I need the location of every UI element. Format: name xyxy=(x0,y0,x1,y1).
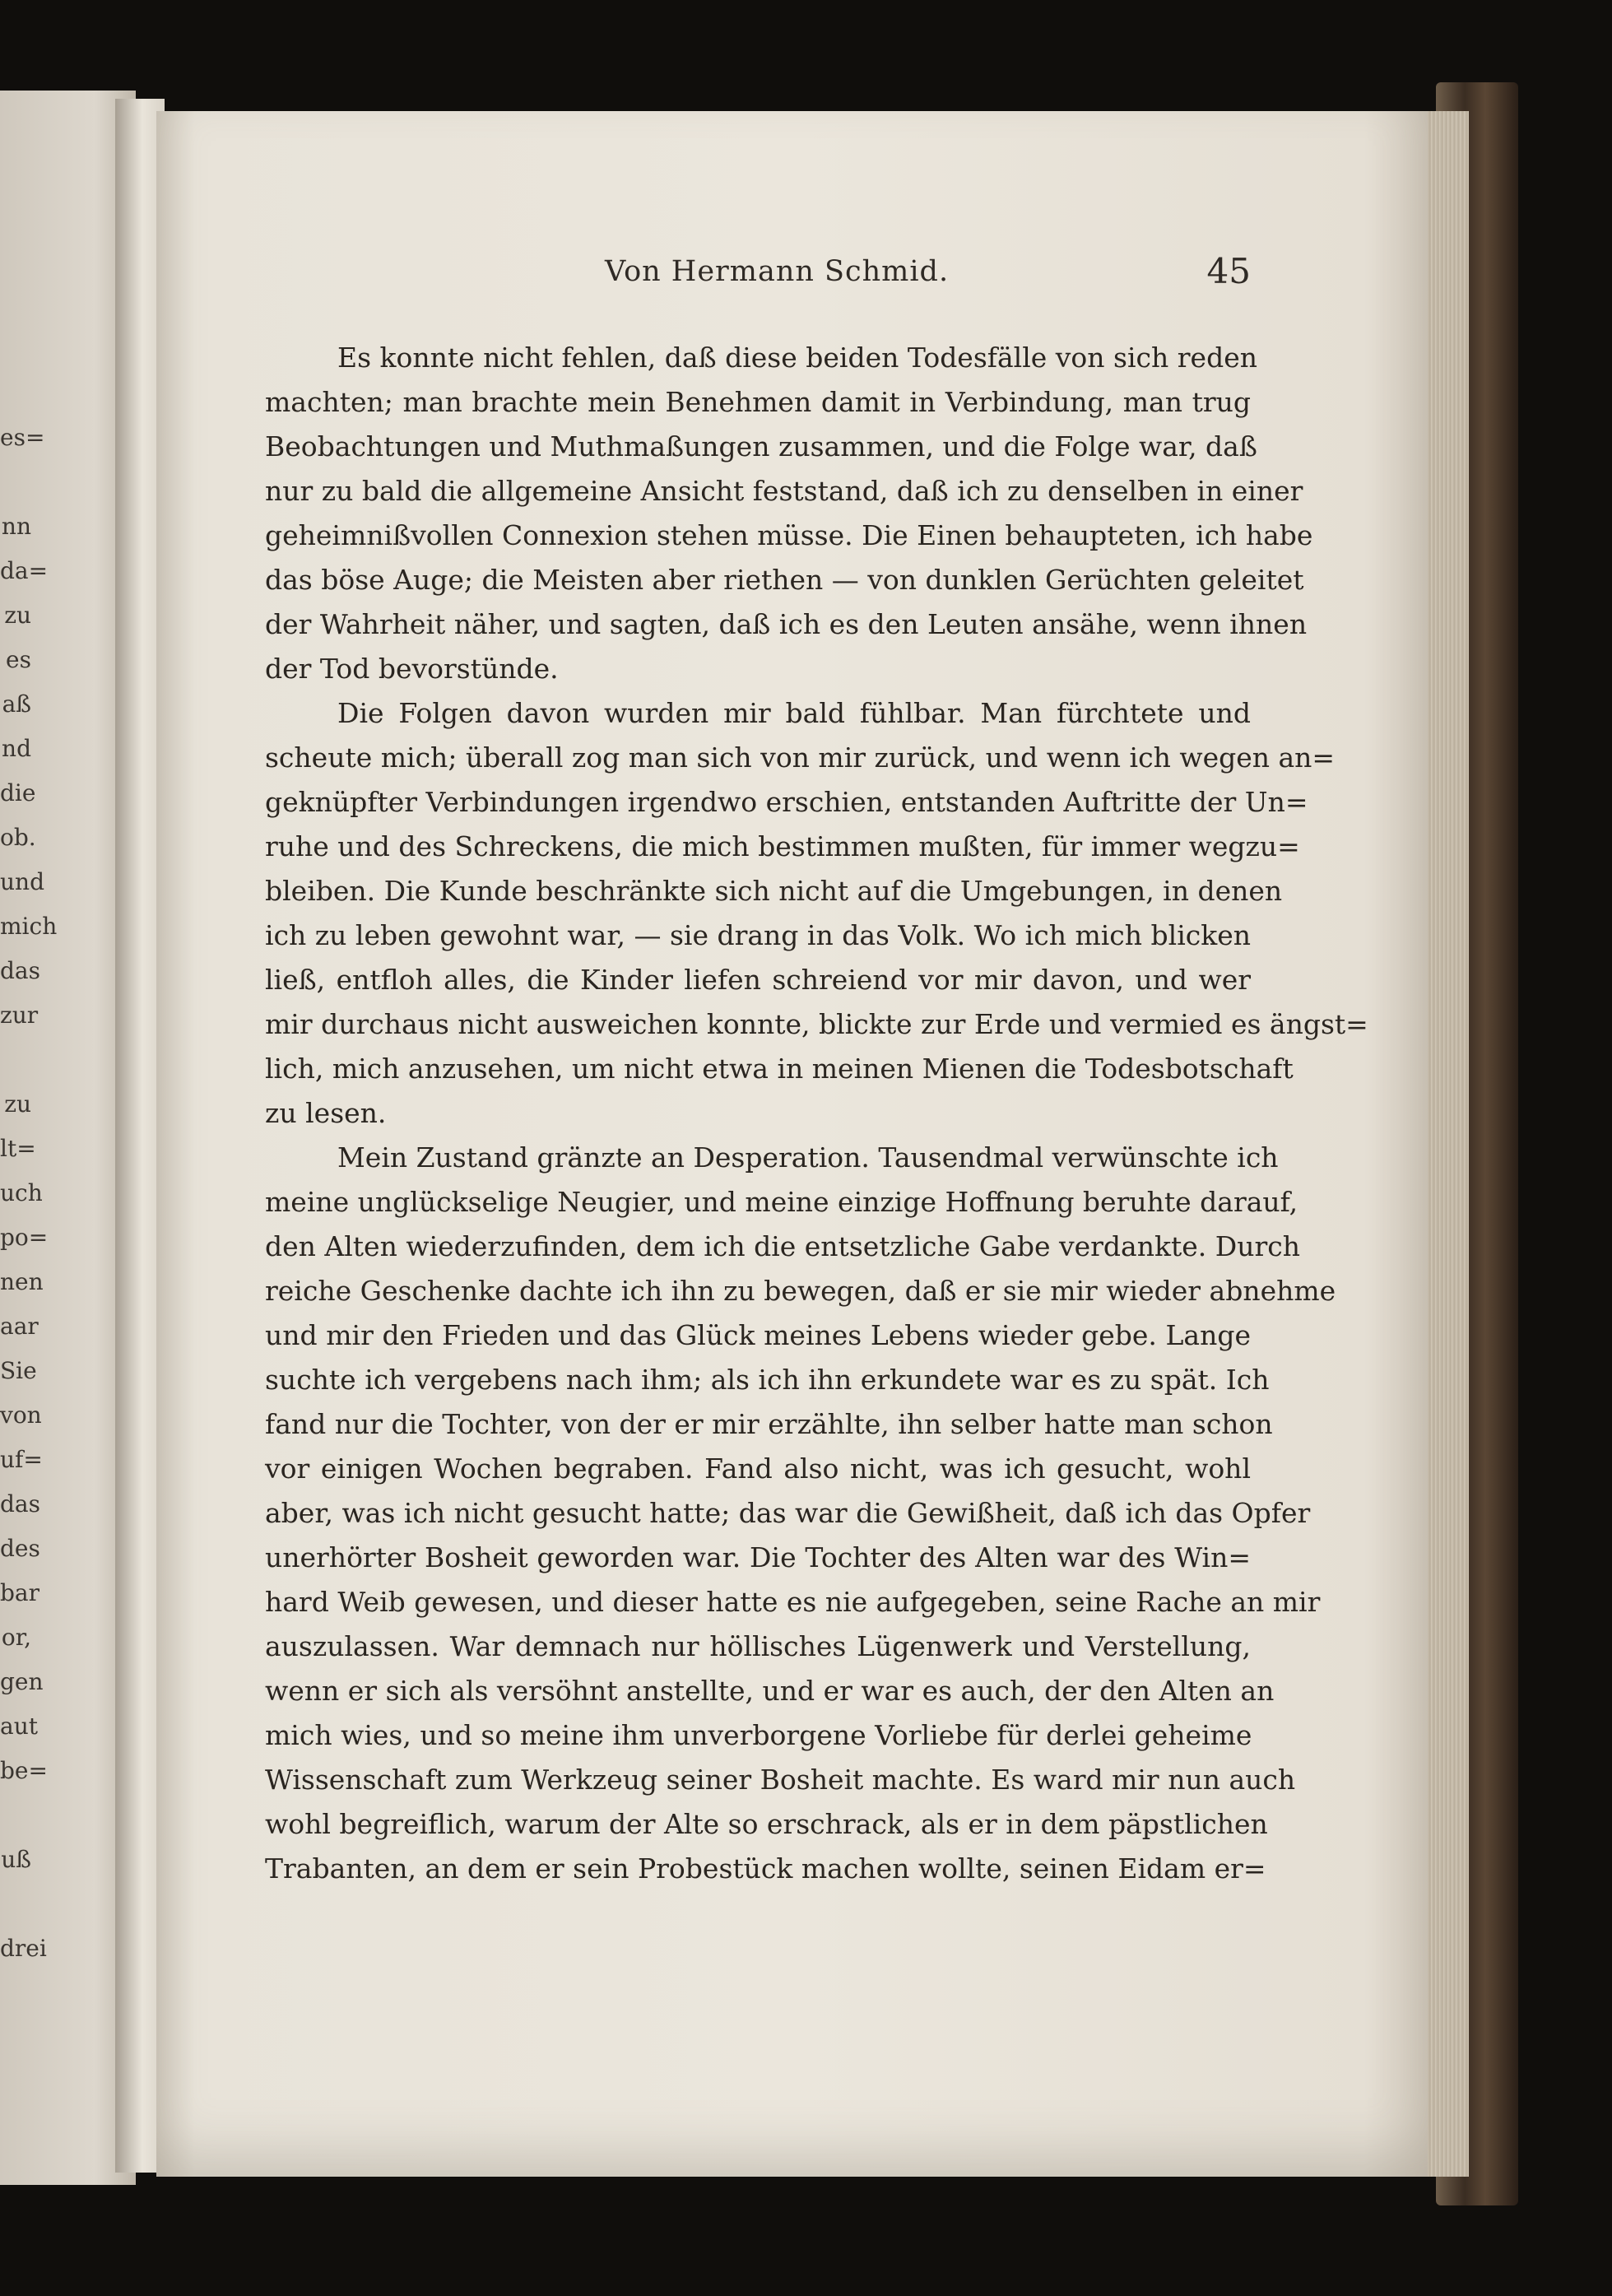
text-line: Es konnte nicht fehlen, daß diese beiden Todesfälle von sich reden xyxy=(337,342,1257,374)
text-line: Die Folgen davon wurden mir bald fühlbar. Man fürchtete und xyxy=(337,697,1251,729)
left-page-fragment: es= xyxy=(0,424,45,451)
text-line: unerhörter Bosheit geworden war. Die Tochter des Alten war des Win= xyxy=(265,1541,1251,1573)
left-page-fragment: drei xyxy=(0,1935,47,1962)
body-text xyxy=(265,336,1368,1891)
left-page-text-fragments xyxy=(0,424,58,2029)
left-page-fragment: die xyxy=(0,779,36,806)
text-line: nur zu bald die allgemeine Ansicht feststand, daß ich zu denselben in einer xyxy=(265,475,1303,507)
text-line: ich zu leben gewohnt war, — sie drang in das Volk. Wo ich mich blicken xyxy=(265,919,1252,951)
text-line: Mein Zustand gränzte an Desperation. Tausendmal verwünschte ich xyxy=(337,1141,1279,1174)
left-page-fragment: be= xyxy=(0,1757,48,1784)
text-line: Trabanten, an dem er sein Probestück machen wollte, seinen Eidam er= xyxy=(265,1852,1266,1885)
text-line: bleiben. Die Kunde beschränkte sich nicht auf die Umgebungen, in denen xyxy=(265,875,1283,907)
page-number: 45 xyxy=(1206,251,1251,291)
text-line: das böse Auge; die Meisten aber riethen — von dunklen Gerüchten geleitet xyxy=(265,564,1304,596)
text-line: scheute mich; überall zog man sich von mir zurück, und wenn ich wegen an= xyxy=(265,741,1336,774)
left-page-fragment: uf= xyxy=(0,1446,43,1473)
left-page-fragment: nen xyxy=(0,1268,44,1295)
text-line: meine unglückselige Neugier, und meine einzige Hoffnung beruhte darauf, xyxy=(265,1186,1298,1218)
left-page-fragment: aß xyxy=(2,690,31,718)
left-page-fragment: po= xyxy=(0,1224,49,1251)
left-page-fragment: mich xyxy=(0,913,58,940)
left-page-fragment: und xyxy=(0,868,44,895)
text-line: wohl begreiflich, warum der Alte so erschrack, als er in dem päpstlichen xyxy=(265,1808,1268,1840)
left-page-fragment: bar xyxy=(0,1579,40,1606)
left-page-fragment: des xyxy=(0,1535,40,1562)
text-line: mich wies, und so meine ihm unverborgene Vorliebe für derlei geheime xyxy=(265,1719,1252,1751)
text-line: aber, was ich nicht gesucht hatte; das war die Gewißheit, daß ich das Opfer xyxy=(265,1497,1311,1529)
left-page-fragment: lt= xyxy=(0,1135,36,1162)
text-line: Beobachtungen und Muthmaßungen zusammen, und die Folge war, daß xyxy=(265,430,1257,462)
left-page-fragment: nn xyxy=(1,513,31,540)
left-page-fragment: uß xyxy=(1,1846,31,1873)
left-page-fragment: da= xyxy=(0,557,49,584)
text-line: auszulassen. War demnach nur höllisches Lügenwerk und Verstellung, xyxy=(265,1630,1251,1662)
running-head: Von Hermann Schmid. xyxy=(605,255,950,288)
text-line: mir durchaus nicht ausweichen konnte, blickte zur Erde und vermied es ängst= xyxy=(265,1008,1368,1040)
text-line: Wissenschaft zum Werkzeug seiner Bosheit machte. Es ward mir nun auch xyxy=(265,1764,1296,1796)
left-page-fragment: Sie xyxy=(0,1357,37,1384)
text-line: geknüpfter Verbindungen irgendwo erschien, entstanden Auftritte der Un= xyxy=(265,786,1308,818)
text-line: wenn er sich als versöhnt anstellte, und er war es auch, der den Alten an xyxy=(265,1675,1275,1707)
text-line: hard Weib gewesen, und dieser hatte es nie aufgegeben, seine Rache an mir xyxy=(265,1586,1321,1618)
left-page-fragment: zur xyxy=(0,1002,39,1029)
text-line: machten; man brachte mein Benehmen damit in Verbindung, man trug xyxy=(265,386,1251,418)
left-page-fragment: das xyxy=(0,1490,40,1517)
left-page-fragment: das xyxy=(0,957,40,984)
text-line: reiche Geschenke dachte ich ihn zu bewegen, daß er sie mir wieder abnehme xyxy=(265,1275,1336,1307)
left-page-fragment: gen xyxy=(0,1668,44,1695)
text-line: den Alten wiederzufinden, dem ich die entsetzliche Gabe verdankte. Durch xyxy=(265,1230,1300,1262)
left-page-fragment: uch xyxy=(0,1179,43,1206)
left-page-fragment: zu xyxy=(4,1090,31,1118)
left-page-fragment: zu xyxy=(4,602,31,629)
text-line: suchte ich vergebens nach ihm; als ich ihn erkundete war es zu spät. Ich xyxy=(265,1364,1270,1396)
left-page-fragment: ob. xyxy=(0,824,36,851)
text-line: zu lesen. xyxy=(265,1097,387,1129)
text-line: ruhe und des Schreckens, die mich bestimmen mußten, für immer wegzu= xyxy=(265,830,1300,862)
text-line: lich, mich anzusehen, um nicht etwa in meinen Mienen die Todesbotschaft xyxy=(265,1053,1294,1085)
text-line: geheimnißvollen Connexion stehen müsse. Die Einen behaupteten, ich habe xyxy=(265,519,1313,551)
text-line: der Wahrheit näher, und sagten, daß ich es den Leuten ansähe, wenn ihnen xyxy=(265,608,1308,640)
text-line: und mir den Frieden und das Glück meines Lebens wieder gebe. Lange xyxy=(265,1319,1251,1351)
text-line: fand nur die Tochter, von der er mir erzählte, ihn selber hatte man schon xyxy=(265,1408,1273,1440)
text-line: ließ, entfloh alles, die Kinder liefen schreiend vor mir davon, und wer xyxy=(265,964,1251,996)
left-page-fragment: es xyxy=(6,646,31,673)
text-line: der Tod bevorstünde. xyxy=(265,653,559,685)
left-page-fragment: aar xyxy=(0,1313,39,1340)
left-page-fragment: or, xyxy=(1,1624,31,1651)
left-page-fragment: aut xyxy=(0,1713,38,1740)
left-page-fragment: von xyxy=(0,1401,42,1429)
text-line: vor einigen Wochen begraben. Fand also nicht, was ich gesucht, wohl xyxy=(265,1452,1251,1485)
left-page-fragment: nd xyxy=(2,735,31,762)
